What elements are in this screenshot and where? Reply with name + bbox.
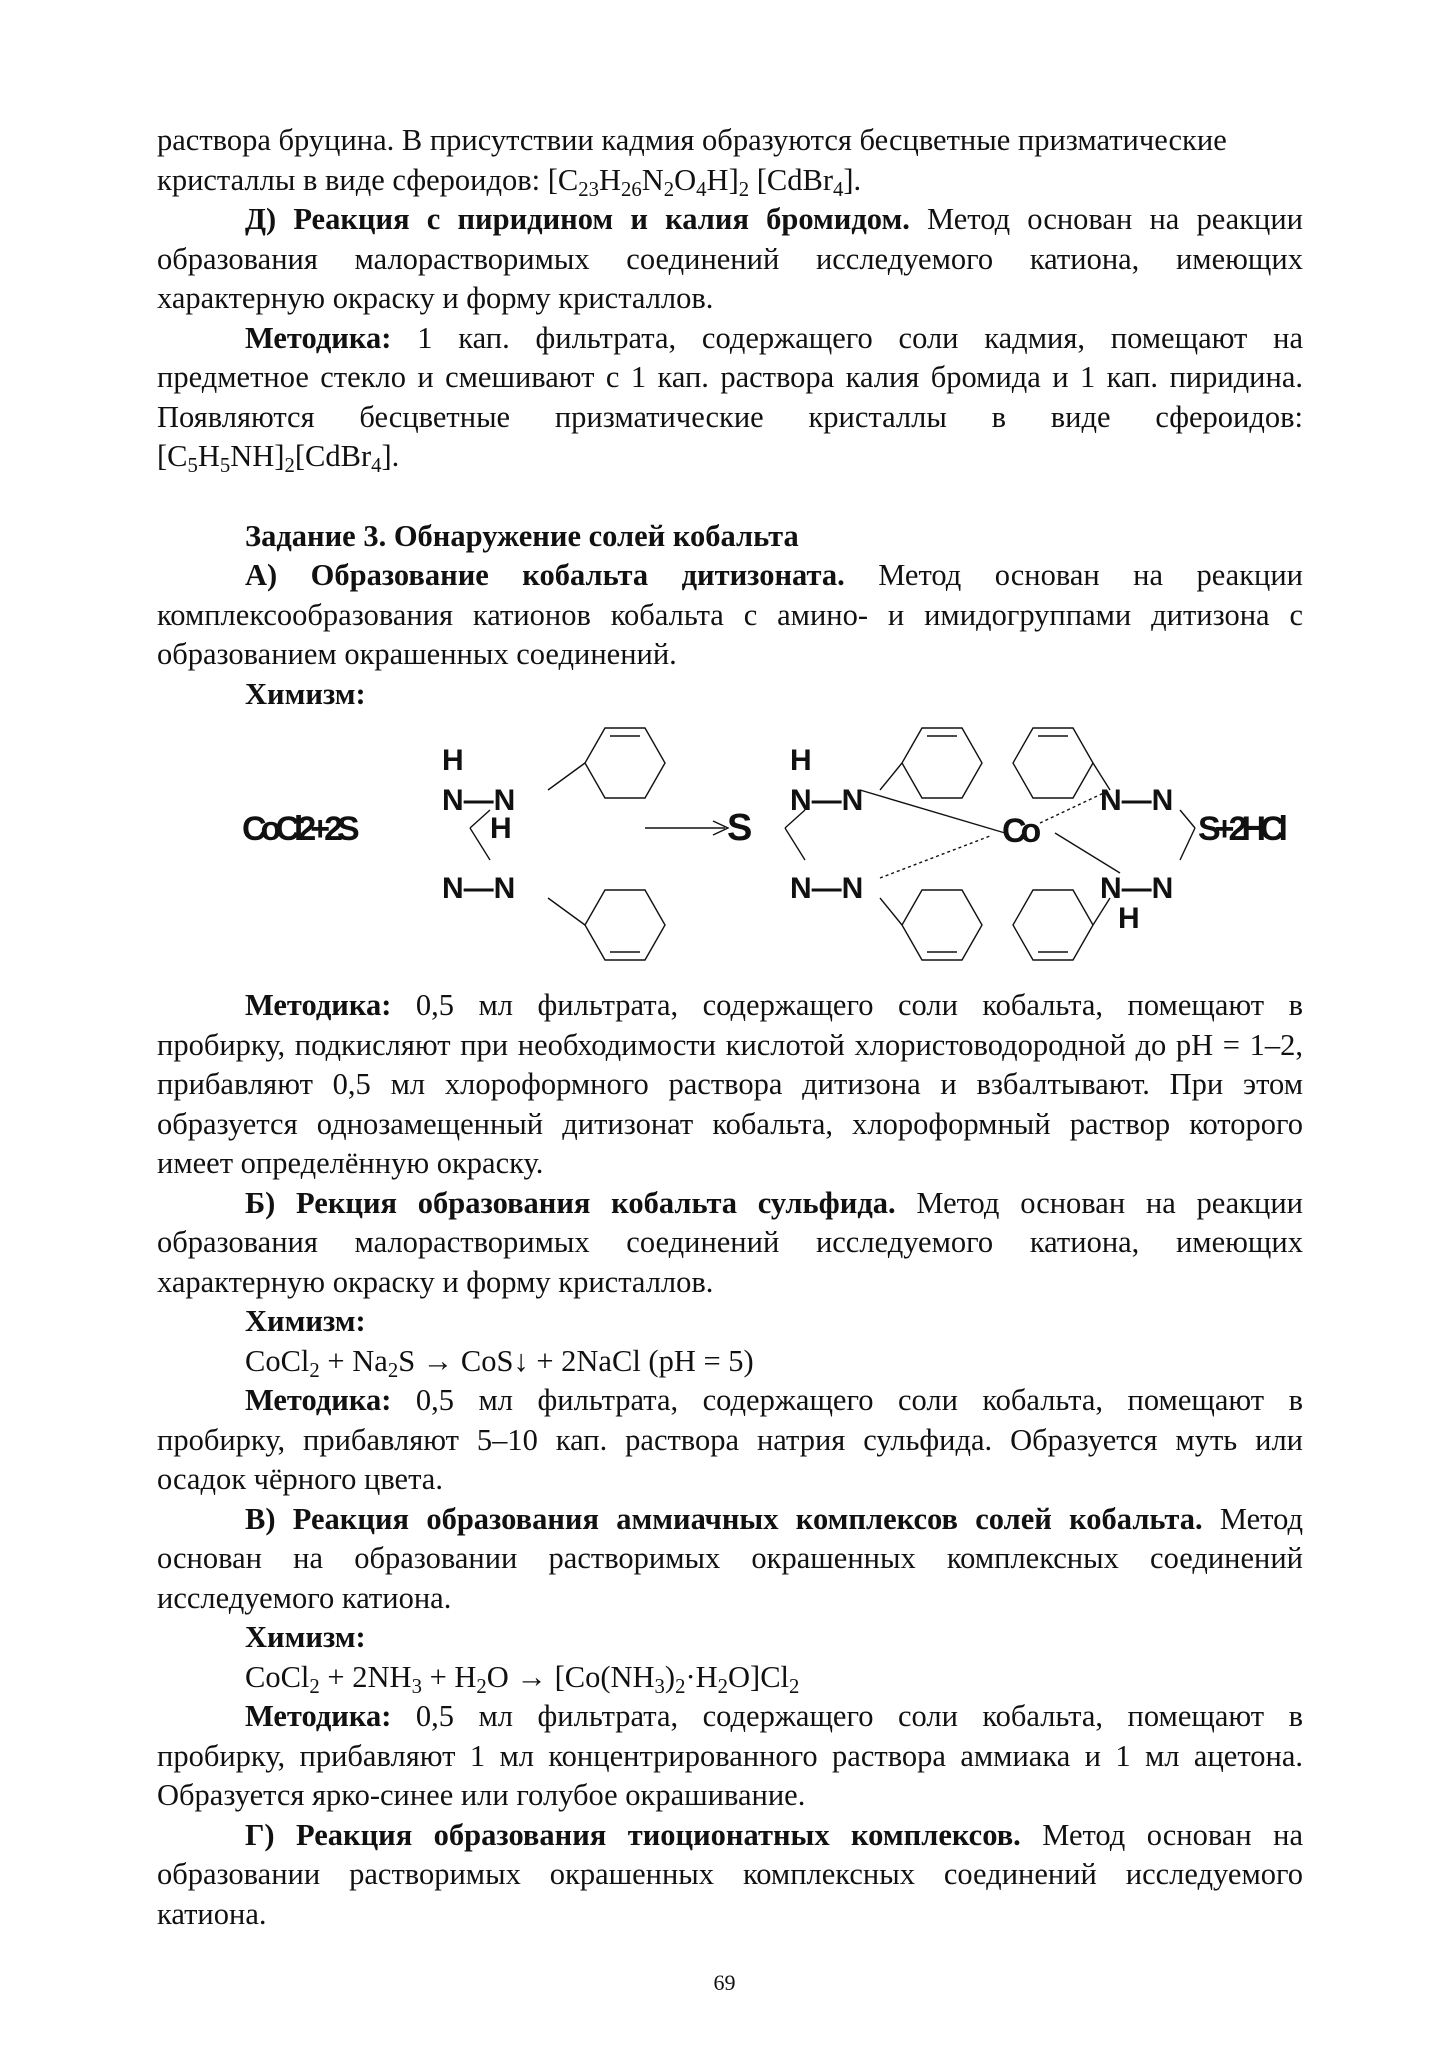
nn-label-1: N—N <box>442 784 516 817</box>
benzene-ring-1 <box>902 728 982 798</box>
h-label-4: H <box>1118 902 1140 935</box>
benzene-ring-3 <box>902 890 982 960</box>
nn-label-6: N—N <box>1100 872 1174 905</box>
h-label-2: H <box>490 812 512 845</box>
section-g-paragraph: Г) Реакция образования тиоционатных комплексов. Метод основан на образовании растворимых окрашенных комплексных соединений исследуемого катиона. <box>157 1817 1303 1931</box>
intro-paragraph: раствора бруцина. В присутствии кадмия образуются бесцветные призматические кристаллы в виде сфероидов: $[C_{23}H_{26}N_2O_4H]_2$ [CdBr$_4$]. <box>157 123 1227 201</box>
nn-label-2: N—N <box>442 872 516 905</box>
task3-heading: Задание 3. Обнаружение солей кобальта <box>245 518 799 553</box>
section-g-title: Г) Реакция образования тиоционатных комплексов. <box>245 1817 1021 1852</box>
h-label-1: H <box>442 744 464 777</box>
dithizone-reaction-diagram <box>0 718 1449 978</box>
nn-label-4: N—N <box>790 872 864 905</box>
section-v-equation: CoCl$_2$ + $2NH_3 + H_2O \to [Co(NH_3)_2\cdot H_2O]Cl_2$ <box>245 1659 800 1698</box>
sulfur-label-left: S <box>727 807 753 849</box>
benzene-ring-4 <box>1013 890 1093 960</box>
section-b-title: Б) Рекция образования кобальта сульфида. <box>245 1185 896 1220</box>
section-b-method: Методика: 0,5 мл фильтрата, содержащего соли кобальта, помещают в пробирку, прибавляют 5–10 кап. раствора натрия сульфида. Образуется муть или осадок чёрного цвета. <box>157 1383 1303 1496</box>
section-v-chem-label: Химизм: <box>245 1620 366 1654</box>
section-d-paragraph: Д) Реакция с пиридином и калия бромидом. Метод основан на реакции образования малорастворимых соединений исследуемого катиона, имеющих характерную окраску и форму кристаллов. <box>157 202 1303 315</box>
section-v-method: Методика: 0,5 мл фильтрата, содержащего соли кобальта, помещают в пробирку, прибавляют 1 мл концентрированного раствора аммиака и 1 мл ацетона. Образуется ярко-синее или голубое окрашивание. <box>157 1699 1303 1812</box>
h-label-3: H <box>790 744 812 777</box>
text-body <box>157 121 1303 1934</box>
section-a-method: Методика: 0,5 мл фильтрата, содержащего соли кобальта, помещают в пробирку, подкисляют при необходимости кислотой хлористоводородной до pH = 1–2, прибавляют 0,5 мл хлороформного раствора дитизона и взбалтывают. При этом образуется однозамещенный дитизонат кобальта, хлороформный раствор которого имеет определённую окраску. <box>157 988 1303 1180</box>
right-products-label: S+2HCl <box>1198 810 1282 848</box>
section-b-chem-label: Химизм: <box>245 1304 366 1338</box>
section-d-title: Д) Реакция с пиридином и калия бромидом. <box>245 202 910 236</box>
section-v-title: В) Реакция образования аммиачных комплексов солей кобальта. <box>245 1501 1203 1536</box>
left-reactants-label: CoCl2+2S <box>242 810 354 848</box>
page-number: 69 <box>713 1970 736 1995</box>
section-a-chem-label: Химизм: <box>245 676 366 711</box>
section-a-paragraph: А) Образование кобальта дитизоната. Метод основан на реакции комплексообразования катионов кобальта с амино- и имидогруппами дитизона с образованием окрашенных соединений. <box>157 558 1303 671</box>
reaction-scheme-svg <box>0 718 1449 978</box>
nn-label-3: N—N <box>790 784 864 817</box>
section-v-paragraph: В) Реакция образования аммиачных комплексов солей кобальта. Метод основан на образовании растворимых окрашенных комплексных соединений исследуемого катиона. <box>157 1501 1303 1615</box>
section-b-equation: CoCl$_2$ + $Na_2S$ → CoS↓ + 2NaCl (pH = 5) <box>245 1343 754 1382</box>
benzene-ring-bottom-left <box>585 890 665 960</box>
cobalt-label: Co <box>1002 812 1036 850</box>
section-d-method: Методика: 1 кап. фильтрата, содержащего соли кадмия, помещают на предметное стекло и смешивают с 1 кап. раствора калия бромида и 1 кап. пиридина. Появляются бесцветные призматические кристаллы в виде сфероидов: $[C_5H_5NH]_2[CdBr_4]$. <box>157 320 1303 478</box>
nn-label-5: N—N <box>1100 784 1174 817</box>
benzene-ring-top-left <box>585 728 665 798</box>
section-a-title: А) Образование кобальта дитизоната. <box>245 558 845 592</box>
benzene-ring-2 <box>1013 728 1093 798</box>
section-b-paragraph: Б) Рекция образования кобальта сульфида. Метод основан на реакции образования малорастворимых соединений исследуемого катиона, имеющих характерную окраску и форму кристаллов. <box>157 1185 1303 1299</box>
